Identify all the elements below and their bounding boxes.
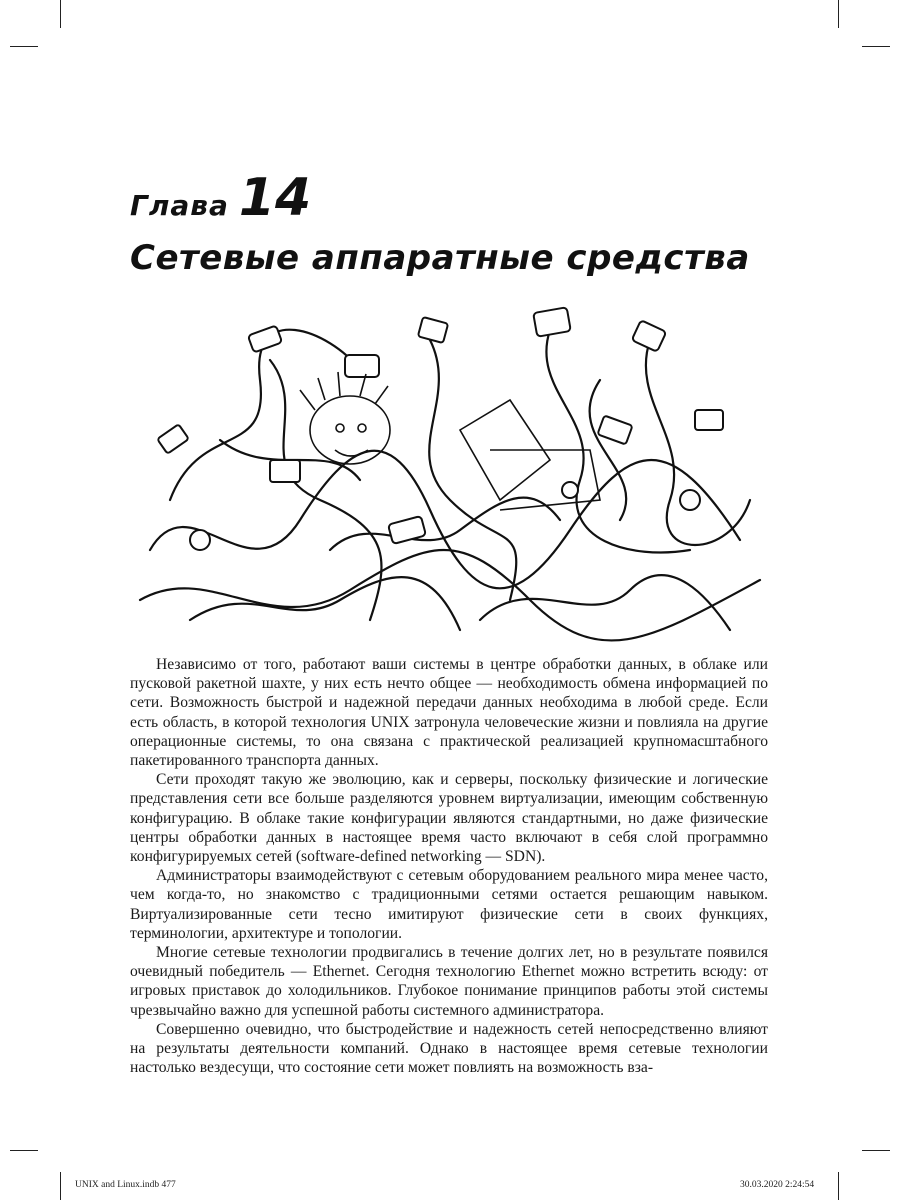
- crop-mark: [10, 1150, 38, 1151]
- crop-mark: [10, 46, 38, 47]
- chapter-number: 14: [238, 168, 312, 228]
- chapter-title: Сетевые аппаратные средства: [130, 238, 750, 278]
- crop-mark: [838, 0, 839, 28]
- footer-file-info: UNIX and Linux.indb 477: [75, 1180, 176, 1190]
- paragraph: Совершенно очевидно, что быстродействие и надежность сетей непосредственно влияют на результаты деятельности компаний. Однако в настоящее время сетевые технологии настолько вездесущи, что состояние сети может повлиять на возможность вза-: [130, 1020, 768, 1077]
- paragraph: Администраторы взаимодействуют с сетевым оборудованием реального мира менее часто, чем когда-то, но знакомство с традиционными сетями остается решающим навыком. Виртуализированные сети тесно имитируют физические сети в своих функциях, терминологии, архитектуре и топологии.: [130, 867, 768, 942]
- crop-mark: [838, 1172, 839, 1200]
- crop-mark: [60, 0, 61, 28]
- chapter-word: Глава: [130, 189, 229, 222]
- body-text: [130, 655, 768, 1077]
- paragraph: Многие сетевые технологии продвигались в течение долгих лет, но в результате появился очевидный победитель — Ethernet. Сегодня технологию Ethernet можно встретить всюду: от игровых приставок до холодильников. Глубокое понимание принципов работы этой системы чрезвычайно важно для успешной работы системного администратора.: [130, 944, 768, 1019]
- crop-mark: [862, 46, 890, 47]
- crop-mark: [862, 1150, 890, 1151]
- chapter-heading: [130, 168, 311, 228]
- footer-timestamp: 30.03.2020 2:24:54: [740, 1180, 815, 1190]
- crop-mark: [60, 1172, 61, 1200]
- paragraph: Независимо от того, работают ваши системы в центре обработки данных, в облаке или пусковой ракетной шахте, у них есть нечто общее — необходимость обмена информацией по сети. Возможность быстрой и надежной передачи данных необходима в любой среде. Если есть область, в которой технология UNIX затронула человеческие жизни и повлияла на другие операционные системы, то она связана с практической реализацией крупномасштабного пакетированного транспорта данных.: [130, 656, 768, 770]
- paragraph: Сети проходят такую же эволюцию, как и серверы, поскольку физические и логические представления сети все больше разделяются уровнем виртуализации, имеющим собственную конфигурацию. В облаке такие конфигурации являются стандартными, но даже физические центры обработки данных в настоящее время часто включают в себя слой программно конфигурируемых сетей (software-defined networking — SDN).: [130, 771, 768, 866]
- tangled-cables-illustration: [130, 300, 770, 650]
